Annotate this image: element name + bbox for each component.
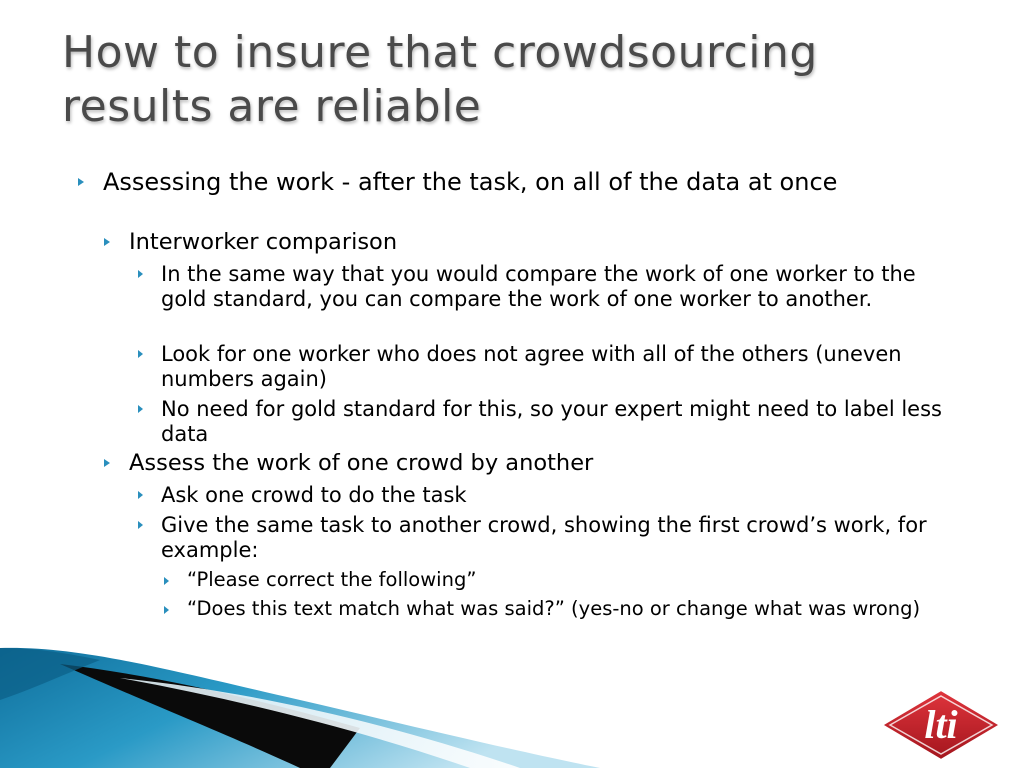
lti-logo-icon [880,688,1002,762]
bullet-level4: “Please correct the following” [187,568,477,591]
bullet-level4: “Does this text match what was said?” (yes-no or change what was wrong) [187,597,921,620]
bullet-level3: Give the same task to another crowd, showing the first crowd’s work, for example: [161,513,927,562]
bullet-level2: Interworker comparison [129,229,398,255]
logo-text: lti [924,702,958,747]
bullet-level3: In the same way that you would compare the work of one worker to the gold standard, you can compare the work of one worker to another. [161,262,916,311]
slide-title: How to insure that crowdsourcing results are reliable [62,27,818,132]
bullet-level3: Ask one crowd to do the task [161,483,467,507]
bullet-level1: Assessing the work - after the task, on all of the data at once [103,168,838,196]
bullet-level2: Assess the work of one crowd by another [129,450,594,476]
bullet-level3: No need for gold standard for this, so your expert might need to label less data [161,397,942,446]
bullet-level3: Look for one worker who does not agree with all of the others (uneven numbers again) [161,342,902,391]
